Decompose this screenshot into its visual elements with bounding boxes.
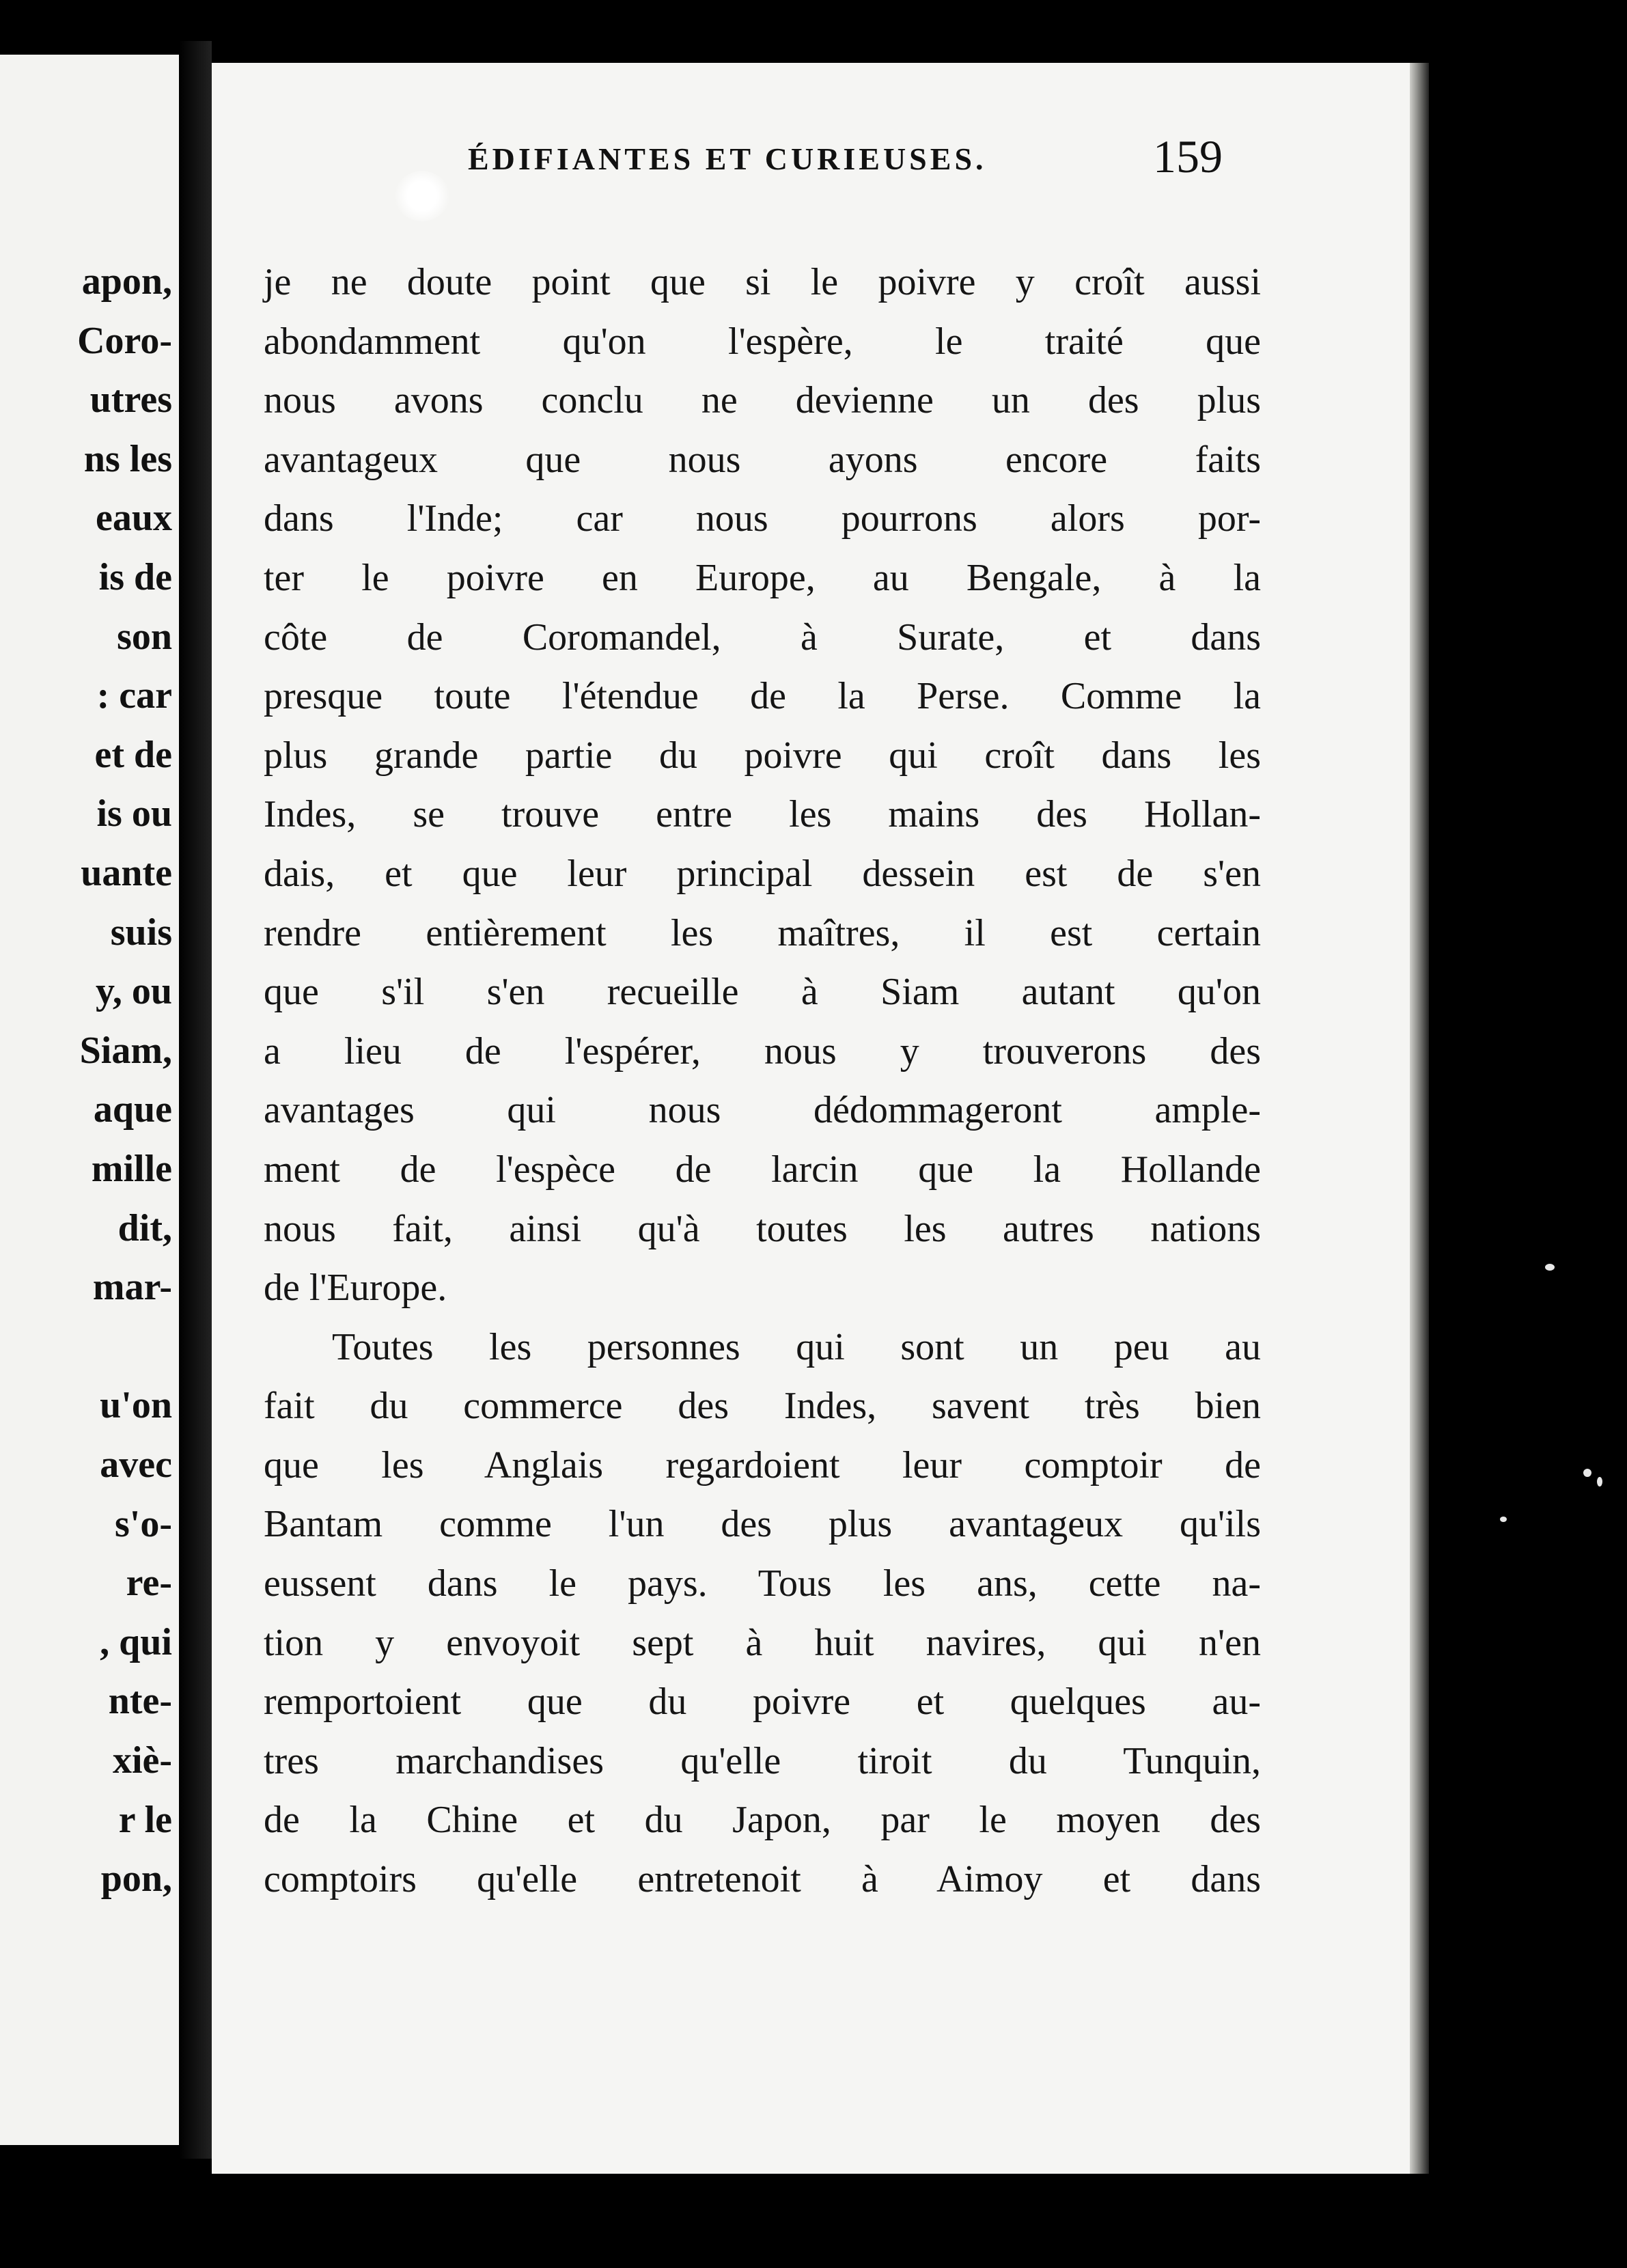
text-line: avantages qui nous dédommageront ample- [264,1089,1261,1132]
left-page-line: suis [110,911,172,954]
text-line: remportoient que du poivre et quelques au- [264,1681,1261,1724]
left-page-line: avec [100,1443,172,1486]
left-page-line: r le [118,1798,172,1841]
left-page-line: s'o- [115,1502,172,1545]
text-line: ment de l'espèce de larcin que la Hollande [264,1148,1261,1191]
text-line: eussent dans le pays. Tous les ans, cette na- [264,1562,1261,1605]
left-page-line: , qui [100,1620,172,1663]
left-page-line: is ou [96,792,172,835]
dust-speck [1583,1469,1591,1477]
text-line: de l'Europe. [264,1267,447,1310]
dust-speck [1545,1264,1555,1271]
text-line: fait du commerce des Indes, savent très bien [264,1385,1261,1428]
text-line: tion y envoyoit sept à huit navires, qui n'en [264,1621,1261,1664]
left-page-line: son [117,615,172,658]
left-page-line: Coro- [77,319,172,362]
left-page-line: utres [89,378,172,421]
running-head [260,130,1223,189]
left-page-line: dit, [117,1206,172,1249]
dust-speck [1500,1517,1507,1522]
page-number: 159 [1153,130,1223,182]
text-line: avantageux que nous ayons encore faits [264,438,1261,481]
page-edge [1410,63,1429,2174]
text-line: côte de Coromandel, à Surate, et dans [264,616,1261,659]
text-line: que les Anglais regardoient leur comptoir de [264,1443,1261,1486]
dust-speck [1597,1477,1602,1486]
running-title: ÉDIFIANTES ET CURIEUSES. [468,141,987,176]
left-page-line: eaux [96,497,172,540]
text-line: plus grande partie du poivre qui croît dans les [264,734,1261,777]
text-line: dais, et que leur principal dessein est de s'en [264,852,1261,895]
left-page-line: : car [96,674,172,717]
text-line: Toutes les personnes qui sont un peu au [332,1325,1261,1368]
body-text [264,253,1261,1909]
book-gutter [179,41,212,2159]
left-page-line: Siam, [79,1029,172,1072]
text-line: je ne doute point que si le poivre y croît aussi [264,261,1261,303]
left-page-line: re- [126,1562,172,1605]
left-page-line: aque [93,1088,172,1131]
left-page-line: nte- [108,1680,172,1723]
left-page-fragment [0,55,179,2145]
text-line: que s'il s'en recueille à Siam autant qu'on [264,971,1261,1014]
text-line: presque toute l'étendue de la Perse. Comme la [264,675,1261,718]
left-page-line: uante [81,852,172,894]
text-line: abondamment qu'on l'espère, le traité que [264,320,1261,363]
left-page-line: is de [98,556,172,598]
left-page-line: xiè- [112,1739,172,1782]
text-line: tres marchandises qu'elle tiroit du Tunquin, [264,1739,1261,1782]
left-page-line: u'on [100,1384,172,1427]
text-line: dans l'Inde; car nous pourrons alors por- [264,497,1261,540]
text-line: nous fait, ainsi qu'à toutes les autres nations [264,1207,1261,1250]
left-page-line: pon, [100,1857,172,1900]
left-page-line: et de [94,733,172,776]
text-line: Bantam comme l'un des plus avantageux qu'ils [264,1503,1261,1546]
text-line: rendre entièrement les maîtres, il est certain [264,911,1261,954]
left-page-line: y, ou [95,970,172,1013]
text-line: comptoirs qu'elle entretenoit à Aimoy et dans [264,1858,1261,1901]
text-line: nous avons conclu ne devienne un des plus [264,379,1261,422]
text-line: Indes, se trouve entre les mains des Hollan- [264,793,1261,836]
text-line: a lieu de l'espérer, nous y trouverons des [264,1029,1261,1073]
left-page-line: ns les [83,437,172,480]
left-page-line: apon, [81,260,172,303]
left-page-line: mar- [92,1266,172,1309]
text-line: ter le poivre en Europe, au Bengale, à la [264,556,1261,599]
text-line: de la Chine et du Japon, par le moyen des [264,1799,1261,1842]
left-page-line: mille [91,1148,172,1190]
